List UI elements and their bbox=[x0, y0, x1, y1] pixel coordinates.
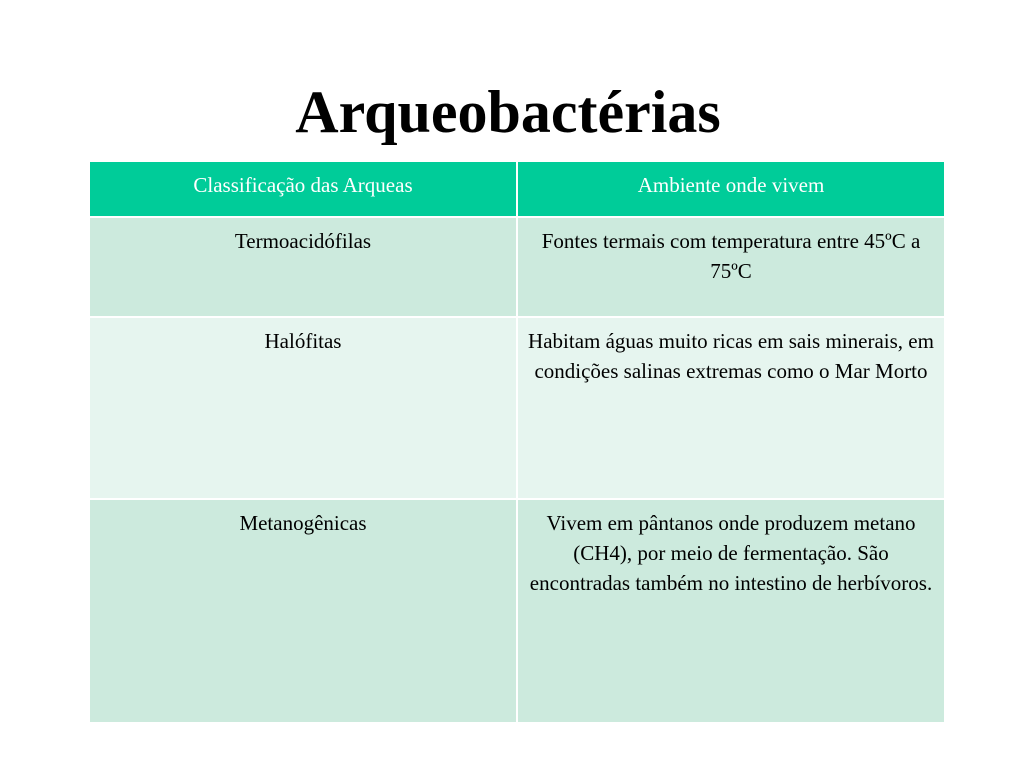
table-row bbox=[89, 317, 945, 499]
environment-cell: Vivem em pântanos onde produzem metano (CH4), por meio de fermentação. São encontradas também no intestino de herbívoros. bbox=[517, 499, 945, 723]
table-header-row bbox=[89, 161, 945, 217]
header-classification: Classificação das Arqueas bbox=[89, 161, 517, 217]
classification-cell: Halófitas bbox=[89, 317, 517, 499]
classification-cell: Metanogênicas bbox=[89, 499, 517, 723]
table-row bbox=[89, 499, 945, 723]
table-row bbox=[89, 217, 945, 317]
environment-cell: Habitam águas muito ricas em sais minerais, em condições salinas extremas como o Mar Morto bbox=[517, 317, 945, 499]
classification-cell: Termoacidófilas bbox=[89, 217, 517, 317]
environment-cell: Fontes termais com temperatura entre 45ºC a 75ºC bbox=[517, 217, 945, 317]
archaea-table bbox=[88, 160, 946, 724]
slide-title: Arqueobactérias bbox=[295, 79, 721, 145]
header-environment: Ambiente onde vivem bbox=[517, 161, 945, 217]
